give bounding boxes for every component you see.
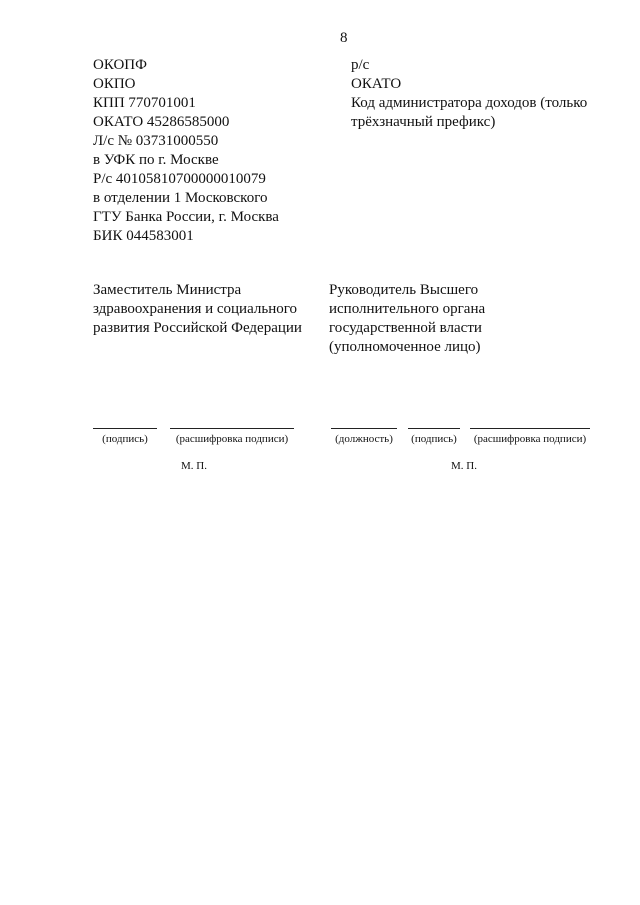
signatory-line: Руководитель Высшего xyxy=(329,282,479,298)
requisite-line: трёхзначный префикс) xyxy=(351,114,496,130)
right-stamp-mark: М. П. xyxy=(451,460,477,472)
requisite-line: БИК 044583001 xyxy=(93,228,194,244)
decryption-caption: (расшифровка подписи) xyxy=(175,433,289,445)
requisite-line: Л/с № 03731000550 xyxy=(93,133,219,149)
requisite-line: Код администратора доходов (только xyxy=(351,95,588,111)
requisite-line: Р/с 40105810700000010079 xyxy=(93,171,266,187)
signatory-line: (уполномоченное лицо) xyxy=(329,339,481,355)
left-signatory-title xyxy=(93,281,302,338)
left-signature-field xyxy=(93,428,157,445)
signature-caption: (подпись) xyxy=(102,433,148,445)
recipient-requisites xyxy=(351,56,587,132)
requisite-line: ОКАТО xyxy=(351,76,402,92)
right-signature-field xyxy=(408,428,460,445)
left-stamp-mark: М. П. xyxy=(181,460,207,472)
requisite-line: р/с xyxy=(351,57,370,73)
right-decryption-field xyxy=(470,428,590,445)
requisite-line: в отделении 1 Московского xyxy=(93,190,268,206)
requisite-line: ОКАТО 45286585000 xyxy=(93,114,230,130)
requisite-line: ОКПО xyxy=(93,76,136,92)
requisite-line: КПП 770701001 xyxy=(93,95,196,111)
signatory-line: развития Российской Федерации xyxy=(93,320,302,336)
payer-requisites xyxy=(93,56,279,246)
signatory-line: исполнительного органа xyxy=(329,301,486,317)
requisite-line: ОКОПФ xyxy=(93,57,147,73)
signatory-line: государственной власти xyxy=(329,320,482,336)
requisite-line: в УФК по г. Москве xyxy=(93,152,219,168)
signature-caption: (подпись) xyxy=(411,433,457,445)
right-signatory-title xyxy=(329,281,485,357)
decryption-caption: (расшифровка подписи) xyxy=(473,433,587,445)
requisite-line: ГТУ Банка России, г. Москва xyxy=(93,209,279,225)
signatory-line: Заместитель Министра xyxy=(93,282,242,298)
position-caption: (должность) xyxy=(335,433,393,445)
page-number: 8 xyxy=(340,30,348,46)
right-position-field xyxy=(331,428,397,445)
left-decryption-field xyxy=(170,428,294,445)
signatory-line: здравоохранения и социального xyxy=(93,301,298,317)
